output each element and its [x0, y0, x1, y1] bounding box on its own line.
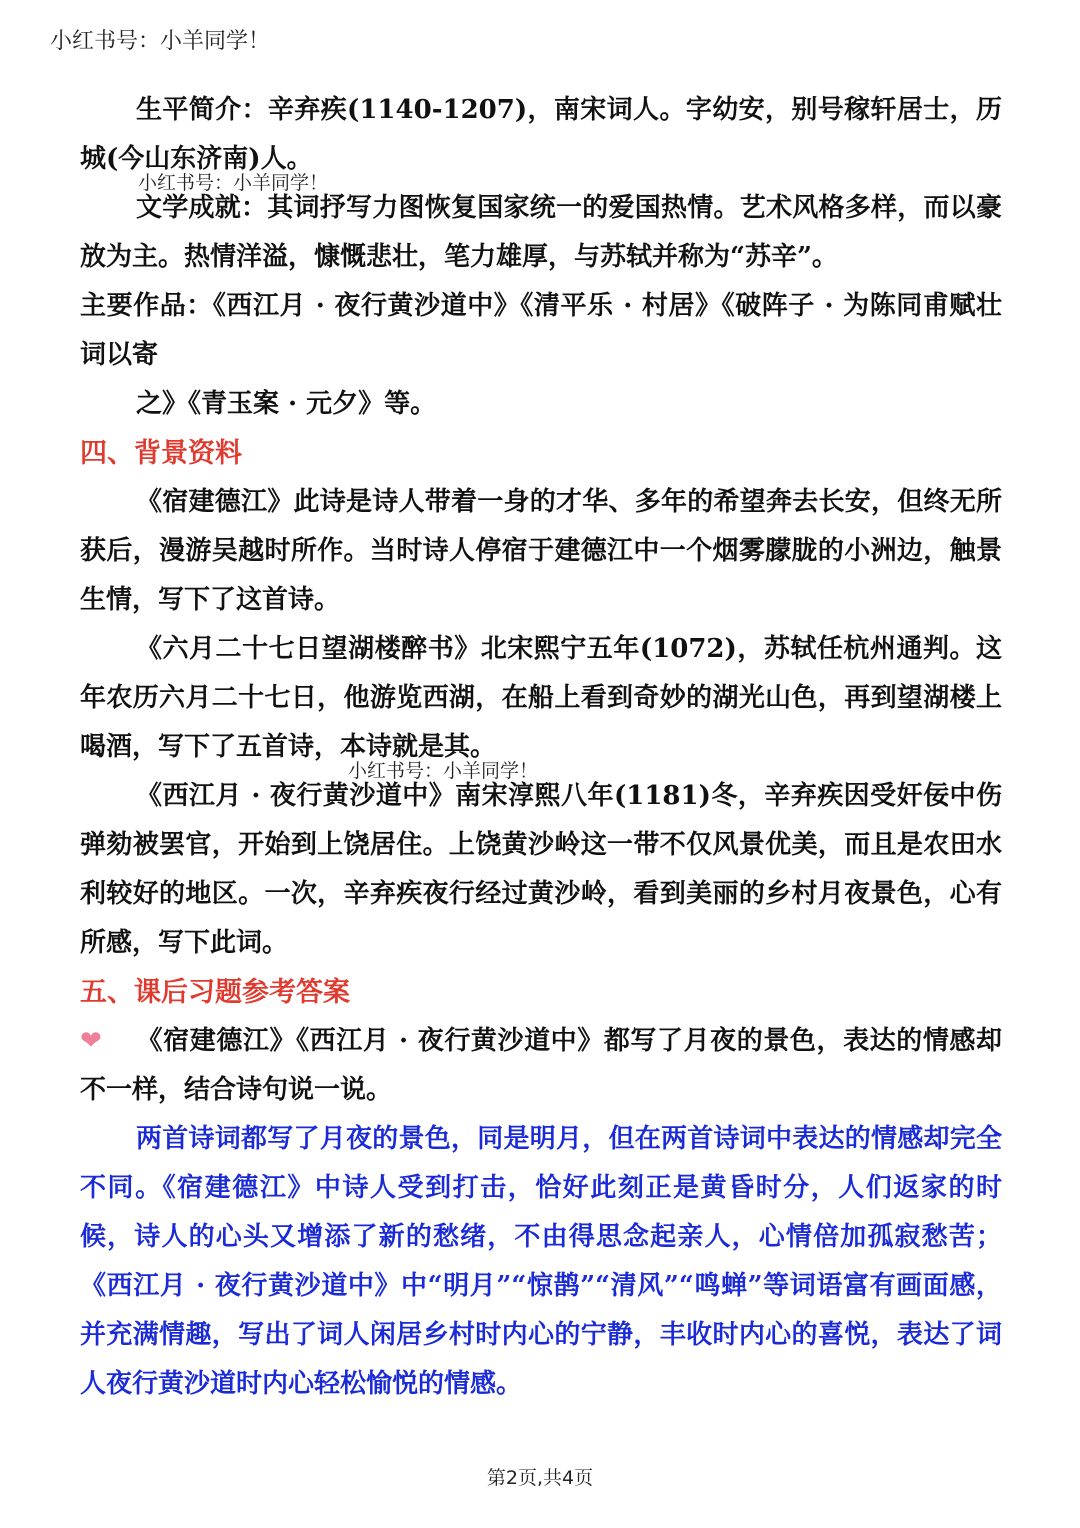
works-paragraph: 主要作品：《西江月 · 夜行黄沙道中》《清平乐 · 村居》《破阵子 · 为陈同甫赋壮词以寄 [80, 291, 1002, 370]
answer-paragraph: 两首诗词都写了月夜的景色，同是明月，但在两首诗词中表达的情感却完全不同。《宿建德江》中诗人受到打击，恰好此刻正是黄昏时分，人们返家的时候，诗人的心头又增添了新的愁绪，不由得思念起亲人，心情倍加孤寂愁苦；《西江月 · 夜行黄沙道中》中“明月”“惊鹊”“清风”“鸣蝉”等词语富有画面感，并充满情趣，写出了词人闲居乡村时内心的宁静，丰收时内心的喜悦，表达了词人夜行黄沙道时内心轻松愉悦的情感。 [80, 1124, 1002, 1399]
watermark: 小红书号：小羊同学！ [348, 760, 539, 782]
section-4-title: 四、背景资料 [80, 438, 242, 469]
heart-icon: ❤ [80, 1026, 102, 1056]
watermark: 小红书号：小羊同学！ [50, 29, 271, 54]
background-paragraph-2: 《六月二十七日望湖楼醉书》北宋熙宁五年(1072)，苏轼任杭州通判。这年农历六月二十七日，他游览西湖，在船上看到奇妙的湖光山色，再到望湖楼上喝酒，写下了五首诗，本诗就是其。 [80, 634, 1002, 762]
background-paragraph-1: 《宿建德江》此诗是诗人带着一身的才华、多年的希望奔去长安，但终无所获后，漫游吴越时所作。当时诗人停宿于建德江中一个烟雾朦胧的小洲边，触景生情，写下了这首诗。 [80, 487, 1002, 615]
bio-paragraph: 生平简介：辛弃疾(1140-1207)，南宋词人。字幼安，别号稼轩居士，历城(今山东济南)人。 [80, 95, 1002, 174]
watermark: 小红书号：小羊同学！ [138, 172, 329, 194]
section-5-title: 五、课后习题参考答案 [80, 977, 350, 1008]
exercise-question [80, 1017, 1002, 1115]
works-continuation: 之》《青玉案 · 元夕》等。 [136, 389, 437, 419]
document-body [80, 86, 1002, 1409]
background-paragraph-3: 《西江月 · 夜行黄沙道中》南宋淳熙八年(1181)冬，辛弃疾因受奸佞中伤弹劾被罢官，开始到上饶居住。上饶黄沙岭这一带不仅风景优美，而且是农田水利较好的地区。一次，辛弃疾夜行经过黄沙岭，看到美丽的乡村月夜景色，心有所感，写下此词。 [80, 781, 1002, 958]
page-number: 第2页,共4页 [486, 1467, 594, 1489]
question-text: 《宿建德江》《西江月 · 夜行黄沙道中》都写了月夜的景色，表达的情感却不一样，结合诗句说一说。 [80, 1026, 1002, 1105]
achievement-paragraph: 文学成就：其词抒写力图恢复国家统一的爱国热情。艺术风格多样，而以豪放为主。热情洋溢，慷慨悲壮，笔力雄厚，与苏轼并称为“苏辛”。 [80, 193, 1002, 272]
